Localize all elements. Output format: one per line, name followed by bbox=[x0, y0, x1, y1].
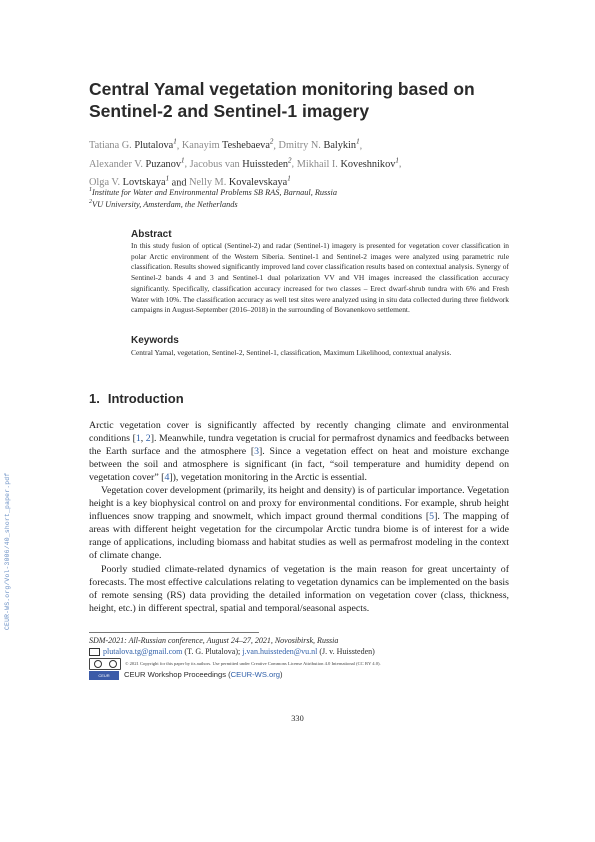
email-link-1[interactable]: plutalova.tg@gmail.com bbox=[103, 647, 183, 656]
authors-and: and bbox=[169, 177, 190, 189]
citation-link[interactable]: 5 bbox=[429, 511, 435, 523]
ceur-logo-icon: CEUR Workshop bbox=[89, 671, 119, 680]
affiliation-2 bbox=[89, 197, 238, 210]
author-last-name: Plutalova bbox=[134, 140, 174, 152]
section-heading bbox=[89, 391, 184, 406]
author-last-name: Teshebaeva bbox=[222, 140, 270, 152]
affiliation-2-number: 2 bbox=[89, 199, 92, 205]
page-number: 330 bbox=[291, 714, 304, 723]
author-2 bbox=[182, 140, 274, 151]
envelope-icon bbox=[89, 648, 100, 656]
keywords-heading: Keywords bbox=[131, 335, 179, 346]
email-name-2: (J. v. Huissteden) bbox=[319, 647, 375, 656]
author-first-name: Tatiana G. bbox=[89, 140, 135, 152]
author-1 bbox=[89, 140, 177, 151]
paragraph-2: Vegetation cover development (primarily, its height and density) is of particular importance. Vegetation height is a key biophysical control on and proxy for environmental conditions. For example, shrub height influences snow trapping and snowmelt, which impact ground thermal conditions [5]. The mapping of areas with different height vegetation for the circumpolar Arctic tundra biome is of interest for a wide range of applications, including biomass and habitat studies as well as permafrost modeling in the context of climate change. bbox=[89, 485, 509, 562]
copyright-text: © 2021 Copyright for this paper by its authors. Use permitted under Creative Commons License Attribution 4.0 International (CC BY 4.0). bbox=[125, 660, 381, 666]
side-stamp-text: CEUR-WS.org/Vol-3006/40_short_paper.pdf bbox=[4, 472, 11, 630]
author-first-name: Mikhail I. bbox=[296, 158, 341, 170]
author-affiliation-mark: 2 bbox=[288, 156, 292, 165]
ceur-line bbox=[89, 670, 283, 687]
email-link-2[interactable]: j.van.huissteden@vu.nl bbox=[242, 647, 318, 656]
author-4 bbox=[89, 156, 185, 170]
author-list: Tatiana G. Plutalova$^1$, Kanayim Teshebaeva$^2$, Dmitry N. Balykin$^1$, Alexander V. Puzanov$^1$, Jacobus van Huissteden$^2$, Mikhail I. Koveshnikov$^1$, Olga V. Lovtskaya$^1$ and Nelly M. Kovalevskaya$^1$ bbox=[89, 138, 402, 189]
license-line bbox=[89, 658, 381, 670]
author-last-name: Huissteden bbox=[242, 158, 289, 170]
author-5 bbox=[189, 156, 292, 170]
title-line-1: Central Yamal vegetation monitoring based on bbox=[89, 79, 475, 99]
paragraph-3: Poorly studied climate-related dynamics of vegetation is the main reason for great uncertainty of forecasts. The most effective calculations relating to vegetation dynamics can be implemented on the basis of remote sensing (RS) data providing the detailed information on vegetation cover (class, thickness, height, etc.) in different spectral, spatial and temporal/seasonal aspects. bbox=[89, 563, 509, 614]
author-affiliation-mark: 2 bbox=[269, 138, 274, 146]
author-last-name: Lovtskaya bbox=[122, 177, 166, 189]
section-number: 1. bbox=[89, 391, 100, 406]
citation-link[interactable]: 1 bbox=[135, 433, 141, 445]
affiliation-1-text: Institute for Water and Environmental Problems SB RAS, Barnaul, Russia bbox=[92, 187, 337, 197]
author-last-name: Puzanov bbox=[145, 158, 181, 170]
author-affiliation-mark: 1 bbox=[356, 138, 360, 146]
abstract-heading: Abstract bbox=[131, 229, 172, 240]
author-last-name: Kovalevskaya bbox=[228, 177, 288, 189]
author-affiliation-mark: 1 bbox=[165, 174, 170, 183]
affiliation-2-text: VU University, Amsterdam, the Netherlands bbox=[92, 199, 238, 209]
author-first-name: Olga V. bbox=[89, 177, 123, 189]
citation-link[interactable]: 2 bbox=[145, 433, 151, 445]
author-affiliation-mark: 1 bbox=[395, 156, 399, 165]
cc-by-icon bbox=[89, 658, 121, 670]
author-first-name: Kanayim bbox=[181, 140, 223, 152]
introduction-body bbox=[89, 419, 509, 615]
title-line-2: Sentinel-2 and Sentinel-1 imagery bbox=[89, 101, 370, 121]
keywords-text: Central Yamal, vegetation, Sentinel-2, Sentinel-1, classification, Maximum Likelihood, contextual analysis. bbox=[131, 348, 452, 357]
author-first-name: Alexander V. bbox=[89, 158, 146, 170]
author-affiliation-mark: 1 bbox=[181, 156, 185, 165]
email-name-1: (T. G. Plutalova); bbox=[184, 647, 241, 656]
author-last-name: Balykin bbox=[323, 140, 357, 152]
paper-title bbox=[89, 78, 509, 122]
author-6 bbox=[296, 156, 399, 170]
author-first-name: Nelly M. bbox=[189, 177, 229, 189]
footnote-rule bbox=[89, 632, 259, 633]
ceur-link[interactable]: CEUR-WS.org bbox=[230, 670, 281, 679]
ceur-text: CEUR Workshop Proceedings (CEUR-WS.org) bbox=[124, 670, 283, 679]
citation-link[interactable]: 3 bbox=[254, 446, 260, 458]
affiliation-1 bbox=[89, 185, 337, 198]
author-affiliation-mark: 1 bbox=[287, 174, 291, 183]
author-first-name: Jacobus van bbox=[189, 158, 243, 170]
side-stamp bbox=[0, 360, 16, 630]
author-affiliation-mark: 1 bbox=[173, 138, 177, 146]
citation-link[interactable]: 4 bbox=[164, 472, 170, 484]
author-last-name: Koveshnikov bbox=[340, 158, 396, 170]
author-3 bbox=[279, 140, 360, 151]
conference-note: SDM-2021: All-Russian conference, August 24–27, 2021, Novosibirsk, Russia bbox=[89, 636, 339, 645]
section-title: Introduction bbox=[107, 391, 184, 406]
email-line bbox=[89, 647, 375, 658]
affiliation-1-number: 1 bbox=[89, 187, 92, 193]
paragraph-1: Arctic vegetation cover is significantly affected by recently changing climate and environmental conditions [1, 2]. Meanwhile, tundra vegetation is crucial for permafrost dynamics and feedbacks between the Earth surface and the atmosphere [3]. Since a vegetation effect on heat and moisture exchange between the soil and atmosphere is significant (in fact, “soil temperature and humidity depend on vegetation cover” [4]), vegetation monitoring in the Arctic is essential. bbox=[89, 420, 509, 484]
abstract-text: In this study fusion of optical (Sentinel-2) and radar (Sentinel-1) imagery is presented for vegetation cover classification in polar Arctic environment of the Western Siberia. Sentinel-1 and Sentinel-2 images were analyzed using parametric rule classification. Results showed significantly improved land cover classification results based on contextual analysis. Synergy of Sentinel-2 bands 4 and 3 and Sentinel-1 dual polarization VV and VH images increased the classification accuracy significantly. Specifically, classification accuracy increased for two classes – Erect dwarf-shrub tundra with 6% and Fresh Water with 10%. The classification accuracy as well test sites were analyzed using in situ data collected during three fieldwork campaigns in August-September (2016–2018) in the surrounding of Bovanenkovo settlement. bbox=[131, 241, 509, 315]
author-first-name: Dmitry N. bbox=[278, 140, 324, 152]
